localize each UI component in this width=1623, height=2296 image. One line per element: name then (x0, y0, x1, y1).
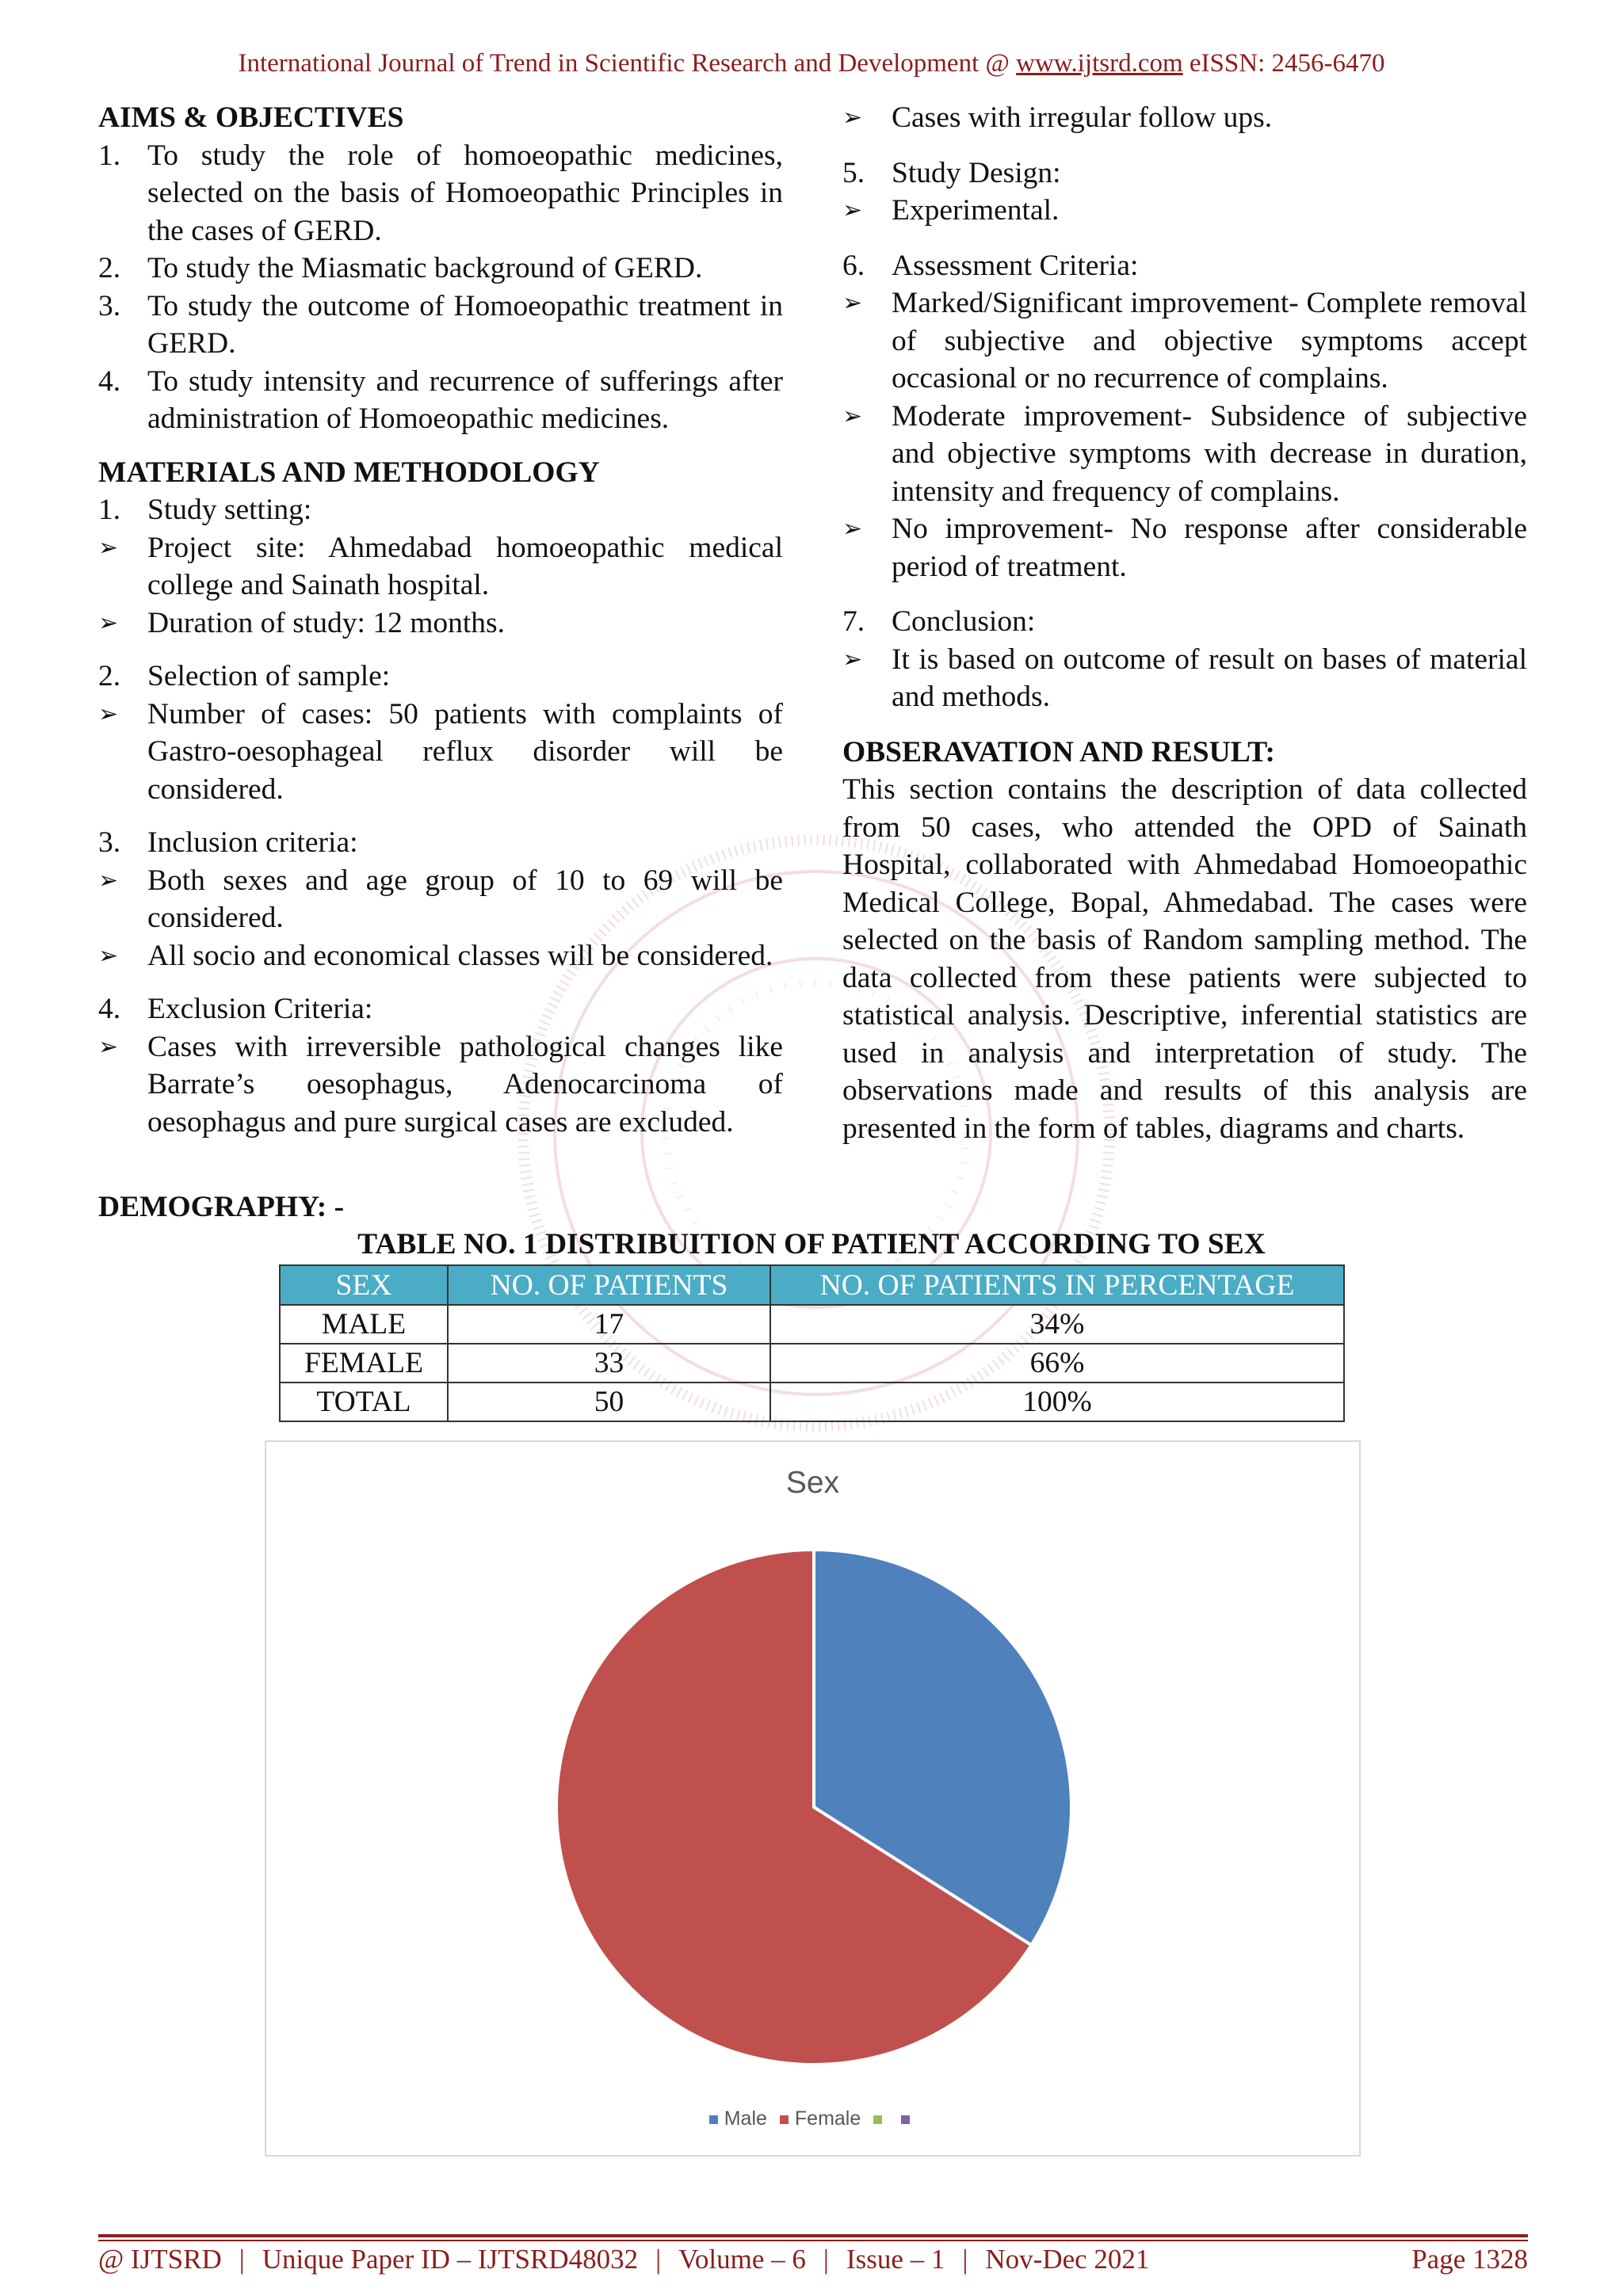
bullet-item: ➢ Number of cases: 50 patients with complaints of Gastro-oesophageal reflux disorder will be considered. (98, 696, 783, 809)
arrow-bullet-icon: ➢ (842, 105, 863, 131)
table-cell: FEMALE (280, 1344, 448, 1383)
study-design-label: Study Design: (892, 156, 1061, 189)
footer-rule-thick (98, 2234, 1528, 2237)
arrow-bullet-icon: ➢ (842, 290, 863, 316)
bullet-item: ➢ No improvement- No response after considerable period of treatment. (842, 510, 1527, 585)
arrow-bullet-icon: ➢ (842, 197, 863, 223)
footer-issue: Issue – 1 (846, 2244, 945, 2275)
column-header: SEX (280, 1265, 448, 1305)
arrow-bullet-icon: ➢ (98, 534, 119, 561)
list-item: 1. Study setting: (98, 491, 783, 529)
bullet-item: ➢ Project site: Ahmedabad homoeopathic medical college and Sainath hospital. (98, 529, 783, 605)
table-cell: 17 (448, 1305, 770, 1344)
arrow-bullet-icon: ➢ (98, 942, 119, 969)
table-row (280, 1305, 1344, 1344)
page-footer: @ IJTSRD | Unique Paper ID – IJTSRD48032 | Volume – 6 | Issue – 1 | Nov-Dec 2021 Page 1328 (98, 2244, 1528, 2275)
column-header: NO. OF PATIENTS IN PERCENTAGE (770, 1265, 1344, 1305)
table-header-row (280, 1265, 1344, 1305)
right-column (842, 99, 1527, 1147)
table-cell: 50 (448, 1383, 770, 1421)
page-number: Page 1328 (1411, 2244, 1528, 2275)
table-cell: 33 (448, 1344, 770, 1383)
column-header: NO. OF PATIENTS (448, 1265, 770, 1305)
journal-url-link[interactable]: www.ijtsrd.com (1016, 49, 1183, 78)
chart-legend (266, 2107, 1359, 2130)
legend-entry (901, 2107, 916, 2130)
table-caption: TABLE NO. 1 DISTRIBUITION OF PATIENT ACCORDING TO SEX (357, 1228, 1266, 1261)
legend-entry (873, 2107, 888, 2130)
list-item: 4. Exclusion Criteria: (98, 990, 783, 1028)
legend-entry (780, 2107, 861, 2130)
legend-swatch (873, 2115, 882, 2124)
arrow-bullet-icon: ➢ (98, 867, 119, 894)
methods-heading: MATERIALS AND METHODOLOGY (98, 456, 600, 489)
table-row (280, 1383, 1344, 1421)
left-column (98, 99, 783, 1141)
footer-rule-thin (98, 2240, 1528, 2241)
legend-label: Male (724, 2107, 767, 2130)
legend-swatch (709, 2115, 718, 2124)
aims-heading: AIMS & OBJECTIVES (98, 101, 404, 134)
observation-heading: OBSERAVATION AND RESULT: (842, 735, 1276, 769)
assessment-criteria-label: Assessment Criteria: (892, 249, 1139, 282)
legend-swatch (780, 2115, 789, 2124)
table-cell: TOTAL (280, 1383, 448, 1421)
list-item: 6. Assessment Criteria: (842, 247, 1527, 285)
arrow-bullet-icon: ➢ (98, 609, 119, 636)
list-item: 5. Study Design: (842, 154, 1527, 193)
list-item: 7. Conclusion: (842, 603, 1527, 641)
legend-label: Female (794, 2107, 861, 2130)
bullet-item: ➢ It is based on outcome of result on bases of material and methods. (842, 641, 1527, 716)
table-cell: 100% (770, 1383, 1344, 1421)
bullet-item: ➢ Experimental. (842, 192, 1527, 230)
issn: eISSN: 2456-6470 (1182, 49, 1385, 78)
exclusion-criteria-label: Exclusion Criteria: (147, 993, 373, 1025)
bullet-item: ➢ Moderate improvement- Subsidence of subjective and objective symptoms with decrease in duration, intensity and frequency of complains. (842, 398, 1527, 511)
footer-publisher: @ IJTSRD (98, 2244, 222, 2275)
footer-volume: Volume – 6 (678, 2244, 806, 2275)
chart-title: Sex (785, 1466, 840, 1500)
demography-heading: DEMOGRAPHY: - (98, 1191, 345, 1223)
footer-date: Nov-Dec 2021 (985, 2244, 1150, 2275)
pie-plot-area (266, 1442, 1362, 2158)
arrow-bullet-icon: ➢ (842, 646, 863, 673)
arrow-bullet-icon: ➢ (842, 516, 863, 542)
table-cell: MALE (280, 1305, 448, 1344)
selection-of-sample-label: Selection of sample: (147, 660, 391, 692)
table-cell: 66% (770, 1344, 1344, 1383)
sex-distribution-table (279, 1264, 1345, 1422)
bullet-item: ➢ Marked/Significant improvement- Complete removal of subjective and objective symptoms accept occasional or no recurrence of complains. (842, 284, 1527, 398)
running-header (0, 49, 1623, 78)
conclusion-label: Conclusion: (892, 605, 1036, 638)
legend-entry (709, 2107, 767, 2130)
study-setting-label: Study setting: (147, 494, 312, 526)
bullet-item: ➢ Cases with irregular follow ups. (842, 99, 1527, 137)
table-cell: 34% (770, 1305, 1344, 1344)
bullet-item: ➢ Duration of study: 12 months. (98, 605, 783, 643)
bullet-item: ➢ Both sexes and age group of 10 to 69 will be considered. (98, 862, 783, 937)
inclusion-criteria-label: Inclusion criteria: (147, 826, 358, 859)
bullet-item: ➢ Cases with irreversible pathological changes like Barrate’s oesophagus, Adenocarcinoma of oesophagus and pure surgical cases are excluded. (98, 1028, 783, 1142)
bullet-item: ➢ All socio and economical classes will be considered. (98, 937, 783, 975)
list-item: 3. Inclusion criteria: (98, 824, 783, 862)
aim-item: 4. To study intensity and recurrence of sufferings after administration of Homoeopathic medicines. (98, 364, 783, 435)
legend-swatch (901, 2115, 910, 2124)
observation-paragraph: This section contains the description of data collected from 50 cases, who attended the OPD of Sainath Hospital, collaborated with Ahmedabad Homoeopathic Medical College, Bopal, Ahmedabad. The cases were selected on the basis of Random sampling method. The data collected from these patients were subjected to statistical analysis. Descriptive, inferential statistics are used in analysis and interpretation of study. The observations made and results of this analysis are presented in the form of tables, diagrams and charts. (842, 773, 1527, 1145)
footer-paper-id: Unique Paper ID – IJTSRD48032 (262, 2244, 639, 2275)
arrow-bullet-icon: ➢ (842, 402, 863, 429)
aims-list (98, 137, 783, 438)
aim-item: 1. To study the role of homoeopathic medicines, selected on the basis of Homoeopathic Principles in the cases of GERD. (98, 139, 783, 247)
aim-item: 2. To study the Miasmatic background of GERD. (98, 252, 703, 284)
table-row (280, 1344, 1344, 1383)
arrow-bullet-icon: ➢ (98, 1033, 119, 1060)
sex-pie-chart (265, 1440, 1361, 2157)
journal-name: International Journal of Trend in Scientific Research and Development @ (238, 49, 1017, 78)
list-item: 2. Selection of sample: (98, 658, 783, 696)
aim-item: 3. To study the outcome of Homoeopathic treatment in GERD. (98, 289, 783, 360)
arrow-bullet-icon: ➢ (98, 700, 119, 727)
